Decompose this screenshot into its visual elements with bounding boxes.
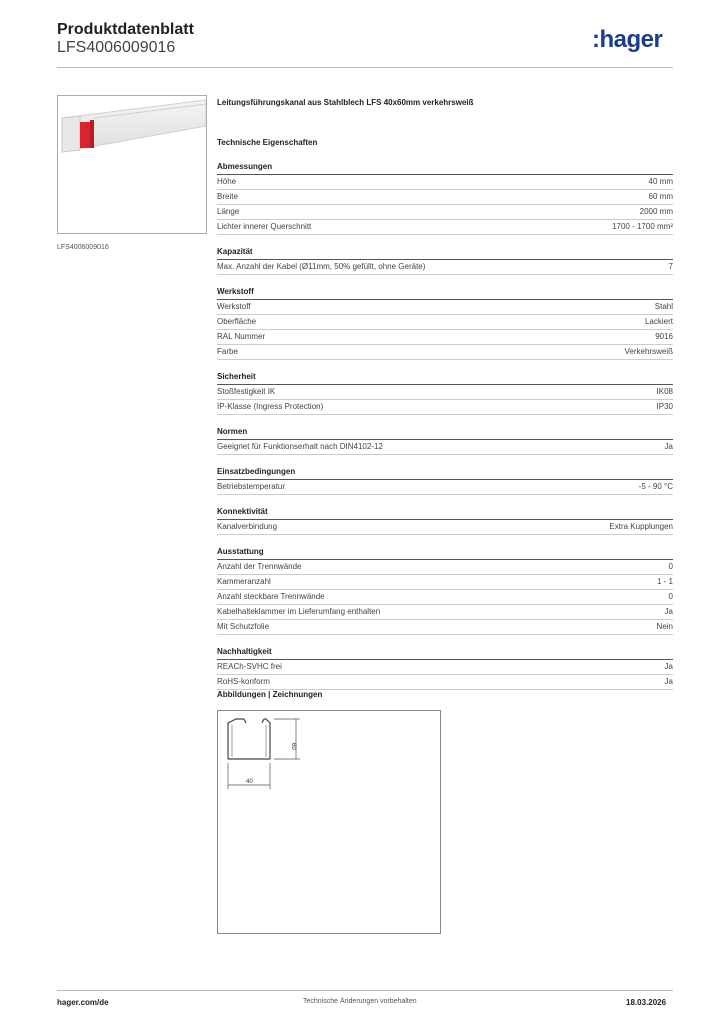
property-row [217, 220, 673, 235]
property-label: Lichter innerer Querschnitt [217, 222, 312, 231]
property-row [217, 315, 673, 330]
figures-title: Abbildungen | Zeichnungen [217, 690, 323, 699]
property-value: Lackiert [644, 317, 673, 326]
height-dimension-label: 60 [290, 743, 296, 750]
property-row [217, 560, 673, 575]
property-label: Farbe [217, 347, 238, 356]
property-group [217, 245, 673, 275]
image-caption: LFS4006009016 [57, 244, 109, 251]
property-group [217, 425, 673, 455]
property-value: 2000 mm [639, 207, 673, 216]
footer-divider [57, 990, 673, 991]
property-value: Ja [664, 677, 673, 686]
property-row [217, 400, 673, 415]
hager-logo: :hager [592, 26, 663, 53]
property-row [217, 330, 673, 345]
property-value: 0 [668, 562, 673, 571]
product-name: Leitungsführungskanal aus Stahlblech LFS 40x60mm verkehrsweiß [217, 98, 474, 107]
property-value: Verkehrsweiß [624, 347, 673, 356]
footer-website[interactable]: hager.com/de [57, 998, 109, 1007]
property-label: Kabelhalteklammer im Lieferumfang enthalten [217, 607, 381, 616]
property-group [217, 505, 673, 535]
property-row [217, 300, 673, 315]
property-label: Anzahl der Trennwände [217, 562, 302, 571]
group-title: Konnektivität [217, 505, 673, 520]
property-label: Max. Anzahl der Kabel (Ø11mm, 50% gefüllt, ohne Geräte) [217, 262, 426, 271]
property-label: REACh-SVHC frei [217, 662, 282, 671]
drawing-box [217, 710, 441, 934]
property-label: Werkstoff [217, 302, 251, 311]
property-group [217, 370, 673, 415]
property-group [217, 545, 673, 635]
property-group [217, 285, 673, 360]
width-dimension-label: 40 [246, 779, 253, 785]
property-value: 40 mm [648, 177, 673, 186]
property-row [217, 205, 673, 220]
group-title: Abmessungen [217, 160, 673, 175]
property-value: 7 [668, 262, 673, 271]
property-label: Mit Schutzfolie [217, 622, 270, 631]
properties-section [217, 96, 673, 690]
group-title: Kapazität [217, 245, 673, 260]
property-label: Stoßfestigkeit IK [217, 387, 276, 396]
property-label: Kanalverbindung [217, 522, 278, 531]
group-title: Werkstoff [217, 285, 673, 300]
property-label: Kammeranzahl [217, 577, 271, 586]
property-value: 0 [668, 592, 673, 601]
profile-drawing [228, 719, 270, 759]
property-row [217, 345, 673, 360]
group-title: Sicherheit [217, 370, 673, 385]
property-group [217, 465, 673, 495]
property-row [217, 440, 673, 455]
property-value: -5 - 90 °C [638, 482, 673, 491]
property-label: Anzahl steckbare Trennwände [217, 592, 325, 601]
property-value: Extra Kupplungen [609, 522, 673, 531]
property-row [217, 660, 673, 675]
property-value: 1700 - 1700 mm² [612, 222, 673, 231]
property-row [217, 575, 673, 590]
property-label: Breite [217, 192, 238, 201]
height-dimension [274, 719, 300, 759]
property-value: Nein [656, 622, 673, 631]
property-label: Länge [217, 207, 240, 216]
property-row [217, 175, 673, 190]
property-label: RAL Nummer [217, 332, 266, 341]
footer-date: 18.03.2026 [626, 998, 667, 1007]
group-title: Einsatzbedingungen [217, 465, 673, 480]
property-label: RoHS-konform [217, 677, 270, 686]
property-row [217, 675, 673, 690]
property-value: IK08 [656, 387, 673, 396]
property-label: Geeignet für Funktionserhalt nach DIN4102-12 [217, 442, 383, 451]
property-label: Betriebstemperatur [217, 482, 286, 491]
property-value: Ja [664, 607, 673, 616]
property-value: 9016 [655, 332, 673, 341]
property-value: 1 - 1 [656, 577, 673, 586]
property-label: Oberfläche [217, 317, 257, 326]
page-title: Produktdatenblatt [57, 21, 194, 38]
property-value: IP30 [656, 402, 673, 411]
property-row [217, 260, 673, 275]
property-value: Stahl [654, 302, 673, 311]
property-group [217, 160, 673, 235]
property-row [217, 605, 673, 620]
footer-disclaimer: Technische Änderungen vorbehalten [303, 998, 417, 1005]
property-value: Ja [664, 442, 673, 451]
property-row [217, 190, 673, 205]
product-image [57, 95, 207, 234]
header-divider [57, 67, 673, 68]
property-label: Höhe [217, 177, 237, 186]
property-row [217, 590, 673, 605]
group-title: Ausstattung [217, 545, 673, 560]
property-row [217, 520, 673, 535]
group-title: Normen [217, 425, 673, 440]
property-group [217, 645, 673, 690]
property-value: Ja [664, 662, 673, 671]
property-row [217, 480, 673, 495]
properties-heading: Technische Eigenschaften [217, 138, 318, 147]
group-title: Nachhaltigkeit [217, 645, 673, 660]
property-value: 60 mm [648, 192, 673, 201]
width-dimension [228, 763, 270, 789]
product-code: LFS4006009016 [57, 39, 176, 56]
property-row [217, 385, 673, 400]
property-label: IP-Klasse (Ingress Protection) [217, 402, 324, 411]
property-row [217, 620, 673, 635]
property-groups [217, 160, 673, 690]
